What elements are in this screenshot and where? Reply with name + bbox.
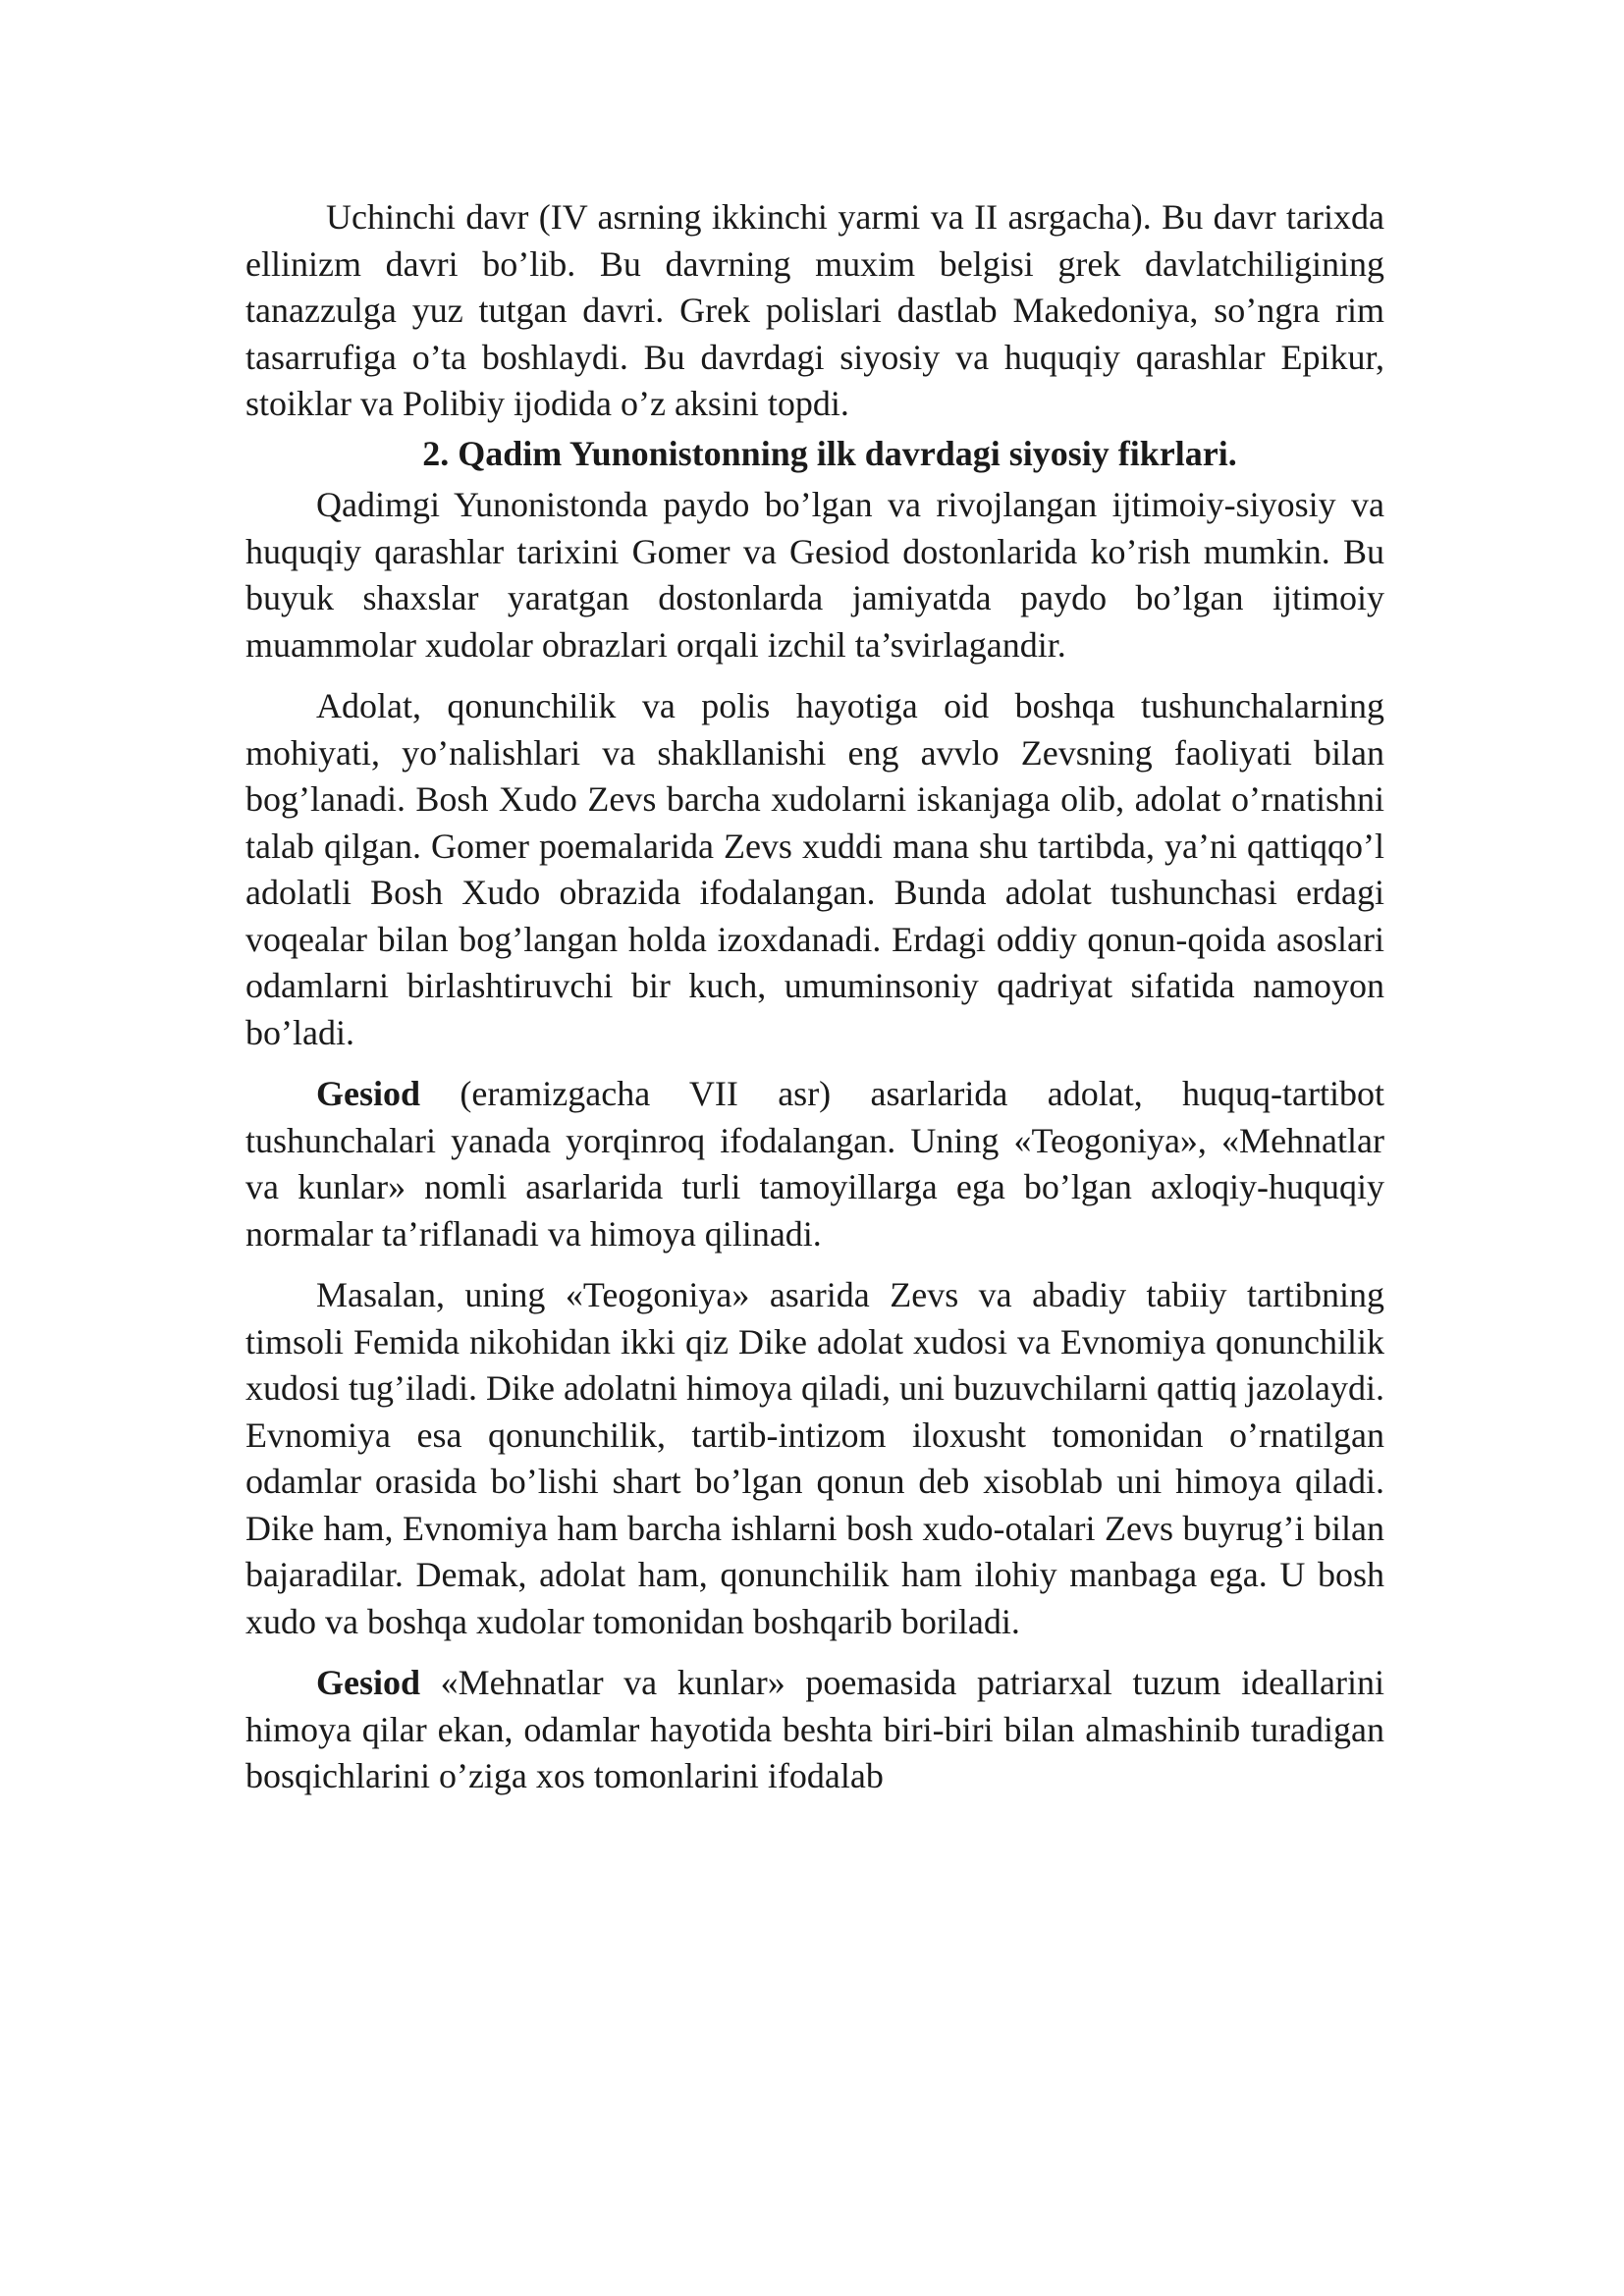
paragraph-text: «Mehnatlar va kunlar» poemasida patriarxal tuzum ideallarini himoya qilar ekan, odamlar hayotida beshta biri-biri bilan almashinib turadigan bosqichlarini o’ziga xos tomonlarini ifodalab	[245, 1663, 1384, 1795]
paragraph-text: (eramizgacha VII asr) asarlarida adolat, huquq-tartibot tushunchalari yanada yorqinroq ifodalangan. Uning «Teogoniya», «Mehnatlar va kunlar» nomli asarlarida turli tamoyillarga ega bo’lgan axloqiy-huquqiy normalar ta’riflanadi va himoya qilinadi.	[245, 1074, 1384, 1254]
paragraph-gesiod-poem	[245, 1660, 1384, 1800]
paragraph-justice-zeus: Adolat, qonunchilik va polis hayotiga oid boshqa tushunchalarning mohiyati, yo’nalishlari va shakllanishi eng avvlo Zevsning faoliyati bilan bog’lanadi. Bosh Xudo Zevs barcha xudolarni iskanjaga olib, adolat o’rnatishni talab qilgan. Gomer poemalarida Zevs xuddi mana shu tartibda, ya’ni qattiqqo’l adolatli Bosh Xudo obrazida ifodalangan. Bunda adolat tushunchasi erdagi voqealar bilan bog’langan holda izoxdanadi. Erdagi oddiy qonun-qoida asoslari odamlarni birlashtiruvchi bir kuch, umuminsoniy qadriyat sifatida namoyon bo’ladi.	[245, 686, 1384, 1052]
bold-name-gesiod: Gesiod	[316, 1074, 421, 1113]
section-heading: 2. Qadim Yunonistonning ilk davrdagi siyosiy fikrlari.	[422, 433, 1237, 473]
paragraph-third-period: Uchinchi davr (IV asrning ikkinchi yarmi va II asrgacha). Bu davr tarixda ellinizm davri bo’lib. Bu davrning muxim belgisi grek davlatchiligining tanazzulga yuz tutgan davri. Grek polislari dastlab Makedoniya, so’ngra rim tasarrufiga o’ta boshlaydi. Bu davrdagi siyosiy va huquqiy qarashlar Epikur, stoiklar va Polibiy ijodida o’z aksini topdi.	[245, 197, 1384, 423]
bold-name-gesiod: Gesiod	[316, 1663, 421, 1702]
document-page	[245, 194, 1384, 1800]
paragraph-teogoniya-example: Masalan, uning «Teogoniya» asarida Zevs va abadiy tabiiy tartibning timsoli Femida nikohidan ikki qiz Dike adolat xudosi va Evnomiya qonunchilik xudosi tug’iladi. Dike adolatni himoya qiladi, uni buzuvchilarni qattiq jazolaydi. Evnomiya esa qonunchilik, tartib-intizom iloxusht tomonidan o’rnatilgan odamlar orasida bo’lishi shart bo’lgan qonun deb xisoblab uni himoya qiladi. Dike ham, Evnomiya ham barcha ishlarni bosh xudo-otalari Zevs buyrug’i bilan bajaradilar. Demak, adolat ham, qonunchilik ham ilohiy manbaga ega. U bosh xudo va boshqa xudolar tomonidan boshqarib boriladi.	[245, 1275, 1384, 1641]
paragraph-gesiod-works	[245, 1071, 1384, 1257]
paragraph-ancient-greece: Qadimgi Yunonistonda paydo bo’lgan va rivojlangan ijtimoiy-siyosiy va huquqiy qarashlar tarixini Gomer va Gesiod dostonlarida ko’rish mumkin. Bu buyuk shaxslar yaratgan dostonlarda jamiyatda paydo bo’lgan ijtimoiy muammolar xudolar obrazlari orqali izchil ta’svirlagandir.	[245, 485, 1384, 665]
